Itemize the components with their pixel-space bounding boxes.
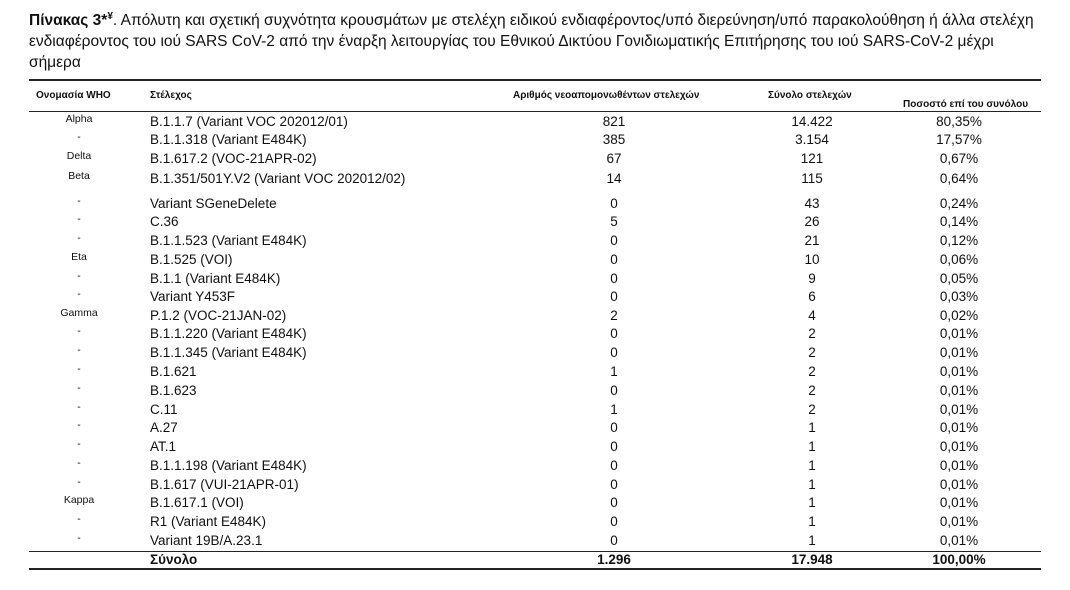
table-row xyxy=(29,151,1041,169)
total-strains-cell: 115 xyxy=(801,171,823,186)
new-isolates-cell: 821 xyxy=(602,114,626,129)
who-name-cell: - xyxy=(77,213,81,225)
total-strains-cell: 2 xyxy=(808,383,816,398)
strain-cell: A.27 xyxy=(150,420,178,435)
total-strains-cell: 3.154 xyxy=(795,132,829,147)
who-name-cell: - xyxy=(77,476,81,488)
percentage-cell: 0,01% xyxy=(939,533,979,548)
percentage-cell: 0,01% xyxy=(939,402,979,417)
who-name-cell: - xyxy=(77,438,81,450)
table-row xyxy=(29,326,1041,344)
percentage-cell: 0,01% xyxy=(939,364,979,379)
total-strains-cell: 43 xyxy=(804,196,820,211)
total-strains-cell: 1 xyxy=(808,533,816,548)
strain-cell: B.1.623 xyxy=(150,383,197,398)
strain-cell: P.1.2 (VOC-21JAN-02) xyxy=(150,308,287,323)
total-strains: 17.948 xyxy=(791,552,833,567)
new-isolates-cell: 385 xyxy=(602,132,626,147)
new-isolates-cell: 2 xyxy=(610,308,618,323)
table-caption xyxy=(29,10,1049,73)
new-isolates-cell: 0 xyxy=(610,439,618,454)
new-isolates-cell: 0 xyxy=(610,420,618,435)
strain-cell: B.1.617.2 (VOC-21APR-02) xyxy=(150,151,317,166)
table-row xyxy=(29,171,1041,189)
percentage-cell: 0,12% xyxy=(939,233,979,248)
percentage-cell: 0,01% xyxy=(939,495,979,510)
who-name-cell: - xyxy=(77,457,81,469)
percentage-cell: 0,67% xyxy=(939,151,979,166)
total-label: Σύνολο xyxy=(150,552,198,567)
who-name-cell: - xyxy=(77,232,81,244)
percentage-cell: 0,01% xyxy=(939,383,979,398)
table-row xyxy=(29,252,1041,270)
total-new-isolates: 1.296 xyxy=(597,552,631,567)
header-percentage: Ποσοστό επί του συνόλου xyxy=(903,99,1029,110)
total-strains-cell: 2 xyxy=(808,364,816,379)
total-strains-cell: 1 xyxy=(808,514,816,529)
table-top-rule xyxy=(29,79,1041,81)
strain-cell: B.1.1.198 (Variant E484K) xyxy=(150,458,307,473)
total-strains-cell: 14.422 xyxy=(791,114,833,129)
strain-cell: R1 (Variant E484K) xyxy=(150,514,267,529)
table-row xyxy=(29,271,1041,289)
who-name-cell: Beta xyxy=(68,170,90,182)
who-name-cell: - xyxy=(77,325,81,337)
strain-cell: B.1.617.1 (VOI) xyxy=(150,495,244,510)
percentage-cell: 0,24% xyxy=(939,196,979,211)
percentage-cell: 0,05% xyxy=(939,271,979,286)
new-isolates-cell: 0 xyxy=(610,477,618,492)
total-strains-cell: 1 xyxy=(808,439,816,454)
who-name-cell: - xyxy=(77,532,81,544)
total-strains-cell: 4 xyxy=(808,308,816,323)
strain-cell: B.1.525 (VOI) xyxy=(150,252,233,267)
who-name-cell: - xyxy=(77,344,81,356)
table-row xyxy=(29,533,1041,551)
percentage-cell: 0,01% xyxy=(939,458,979,473)
total-percentage: 100,00% xyxy=(932,552,986,567)
header-who-name: Ονομασία WHO xyxy=(36,90,111,101)
strain-cell: B.1.617 (VUI-21APR-01) xyxy=(150,477,299,492)
new-isolates-cell: 5 xyxy=(610,214,618,229)
strain-cell: AT.1 xyxy=(150,439,177,454)
strain-cell: C.11 xyxy=(150,402,178,417)
table-row xyxy=(29,495,1041,513)
percentage-cell: 0,01% xyxy=(939,514,979,529)
table-row xyxy=(29,402,1041,420)
percentage-cell: 0,02% xyxy=(939,308,979,323)
who-name-cell: Kappa xyxy=(63,494,95,506)
percentage-cell: 0,01% xyxy=(939,477,979,492)
table-bottom-rule xyxy=(29,568,1041,570)
table-row xyxy=(29,345,1041,363)
header-total-strains: Σύνολο στελεχών xyxy=(768,90,852,101)
total-strains-cell: 26 xyxy=(804,214,820,229)
new-isolates-cell: 0 xyxy=(610,383,618,398)
percentage-cell: 0,64% xyxy=(939,171,979,186)
strain-cell: Variant Y453F xyxy=(150,289,236,304)
table-row xyxy=(29,196,1041,214)
who-name-cell: - xyxy=(77,270,81,282)
percentage-cell: 0,01% xyxy=(939,439,979,454)
strain-cell: B.1.621 xyxy=(150,364,197,379)
table-row xyxy=(29,458,1041,476)
total-strains-cell: 1 xyxy=(808,458,816,473)
percentage-cell: 17,57% xyxy=(936,132,982,147)
new-isolates-cell: 67 xyxy=(606,151,622,166)
who-name-cell: Alpha xyxy=(65,113,93,125)
new-isolates-cell: 1 xyxy=(610,402,618,417)
who-name-cell: - xyxy=(77,419,81,431)
percentage-cell: 0,14% xyxy=(939,214,979,229)
new-isolates-cell: 0 xyxy=(610,196,618,211)
strain-cell: Variant 19B/A.23.1 xyxy=(150,533,263,548)
who-name-cell: - xyxy=(77,382,81,394)
total-strains-cell: 9 xyxy=(808,271,816,286)
new-isolates-cell: 0 xyxy=(610,533,618,548)
table-row xyxy=(29,383,1041,401)
new-isolates-cell: 0 xyxy=(610,514,618,529)
total-strains-cell: 21 xyxy=(804,233,820,248)
table-row xyxy=(29,132,1041,150)
total-strains-cell: 1 xyxy=(808,420,816,435)
total-strains-cell: 2 xyxy=(808,402,816,417)
header-strain: Στέλεχος xyxy=(150,90,192,101)
new-isolates-cell: 0 xyxy=(610,271,618,286)
percentage-cell: 0,01% xyxy=(939,420,979,435)
who-name-cell: - xyxy=(77,195,81,207)
table-row xyxy=(29,233,1041,251)
table-header-rule xyxy=(29,111,1041,112)
who-name-cell: Gamma xyxy=(60,307,98,319)
table-row xyxy=(29,514,1041,532)
percentage-cell: 0,01% xyxy=(939,326,979,341)
percentage-cell: 0,01% xyxy=(939,345,979,360)
table-row xyxy=(29,289,1041,307)
new-isolates-cell: 0 xyxy=(610,233,618,248)
strain-cell: B.1.351/501Y.V2 (Variant VOC 202012/02) xyxy=(150,171,406,186)
strain-cell: Variant SGeneDelete xyxy=(150,196,277,211)
percentage-cell: 0,03% xyxy=(939,289,979,304)
table-row xyxy=(29,477,1041,495)
new-isolates-cell: 0 xyxy=(610,345,618,360)
new-isolates-cell: 0 xyxy=(610,458,618,473)
total-strains-cell: 1 xyxy=(808,495,816,510)
table-row xyxy=(29,439,1041,457)
who-name-cell: - xyxy=(77,363,81,375)
new-isolates-cell: 0 xyxy=(610,289,618,304)
who-name-cell: - xyxy=(77,131,81,143)
caption-label-superscript: ¥ xyxy=(107,10,113,22)
new-isolates-cell: 1 xyxy=(610,364,618,379)
strain-cell: B.1.1.7 (Variant VOC 202012/01) xyxy=(150,114,348,129)
table-row xyxy=(29,214,1041,232)
strain-cell: B.1.1.318 (Variant E484K) xyxy=(150,132,307,147)
strain-cell: B.1.1.523 (Variant E484K) xyxy=(150,233,307,248)
header-new-isolates: Αριθμός νεοαπομονωθέντων στελεχών xyxy=(513,90,700,101)
new-isolates-cell: 0 xyxy=(610,495,618,510)
total-strains-cell: 6 xyxy=(808,289,816,304)
new-isolates-cell: 14 xyxy=(606,171,622,186)
total-strains-cell: 10 xyxy=(804,252,820,267)
table-row xyxy=(29,308,1041,326)
total-strains-cell: 2 xyxy=(808,326,816,341)
who-name-cell: Eta xyxy=(71,251,87,263)
percentage-cell: 80,35% xyxy=(936,114,982,129)
table-row xyxy=(29,420,1041,438)
who-name-cell: Delta xyxy=(66,150,92,162)
percentage-cell: 0,06% xyxy=(939,252,979,267)
who-name-cell: - xyxy=(77,288,81,300)
who-name-cell: - xyxy=(77,513,81,525)
table-row xyxy=(29,364,1041,382)
strain-cell: B.1.1.345 (Variant E484K) xyxy=(150,345,307,360)
strain-cell: C.36 xyxy=(150,214,179,229)
table-row xyxy=(29,114,1041,132)
total-strains-cell: 2 xyxy=(808,345,816,360)
total-strains-cell: 1 xyxy=(808,477,816,492)
strain-cell: B.1.1.220 (Variant E484K) xyxy=(150,326,307,341)
caption-label: Πίνακας 3* xyxy=(29,12,108,29)
new-isolates-cell: 0 xyxy=(610,252,618,267)
strain-cell: B.1.1 (Variant E484K) xyxy=(150,271,281,286)
new-isolates-cell: 0 xyxy=(610,326,618,341)
who-name-cell: - xyxy=(77,401,81,413)
total-strains-cell: 121 xyxy=(800,151,824,166)
caption-text: . Απόλυτη και σχετική συχνότητα κρουσμάτων με στελέχη ειδικού ενδιαφέροντος/υπό διερεύνηση/υπό παρακολούθηση ή άλλα στελέχη ενδιαφέροντος του ιού SARS CoV-2 από την έναρξη λειτουργίας του Εθνικού Δικτύου Γονιδιωματικής Επιτήρησης του ιού SARS-CoV-2 μέχρι σήμερα xyxy=(29,12,1034,71)
